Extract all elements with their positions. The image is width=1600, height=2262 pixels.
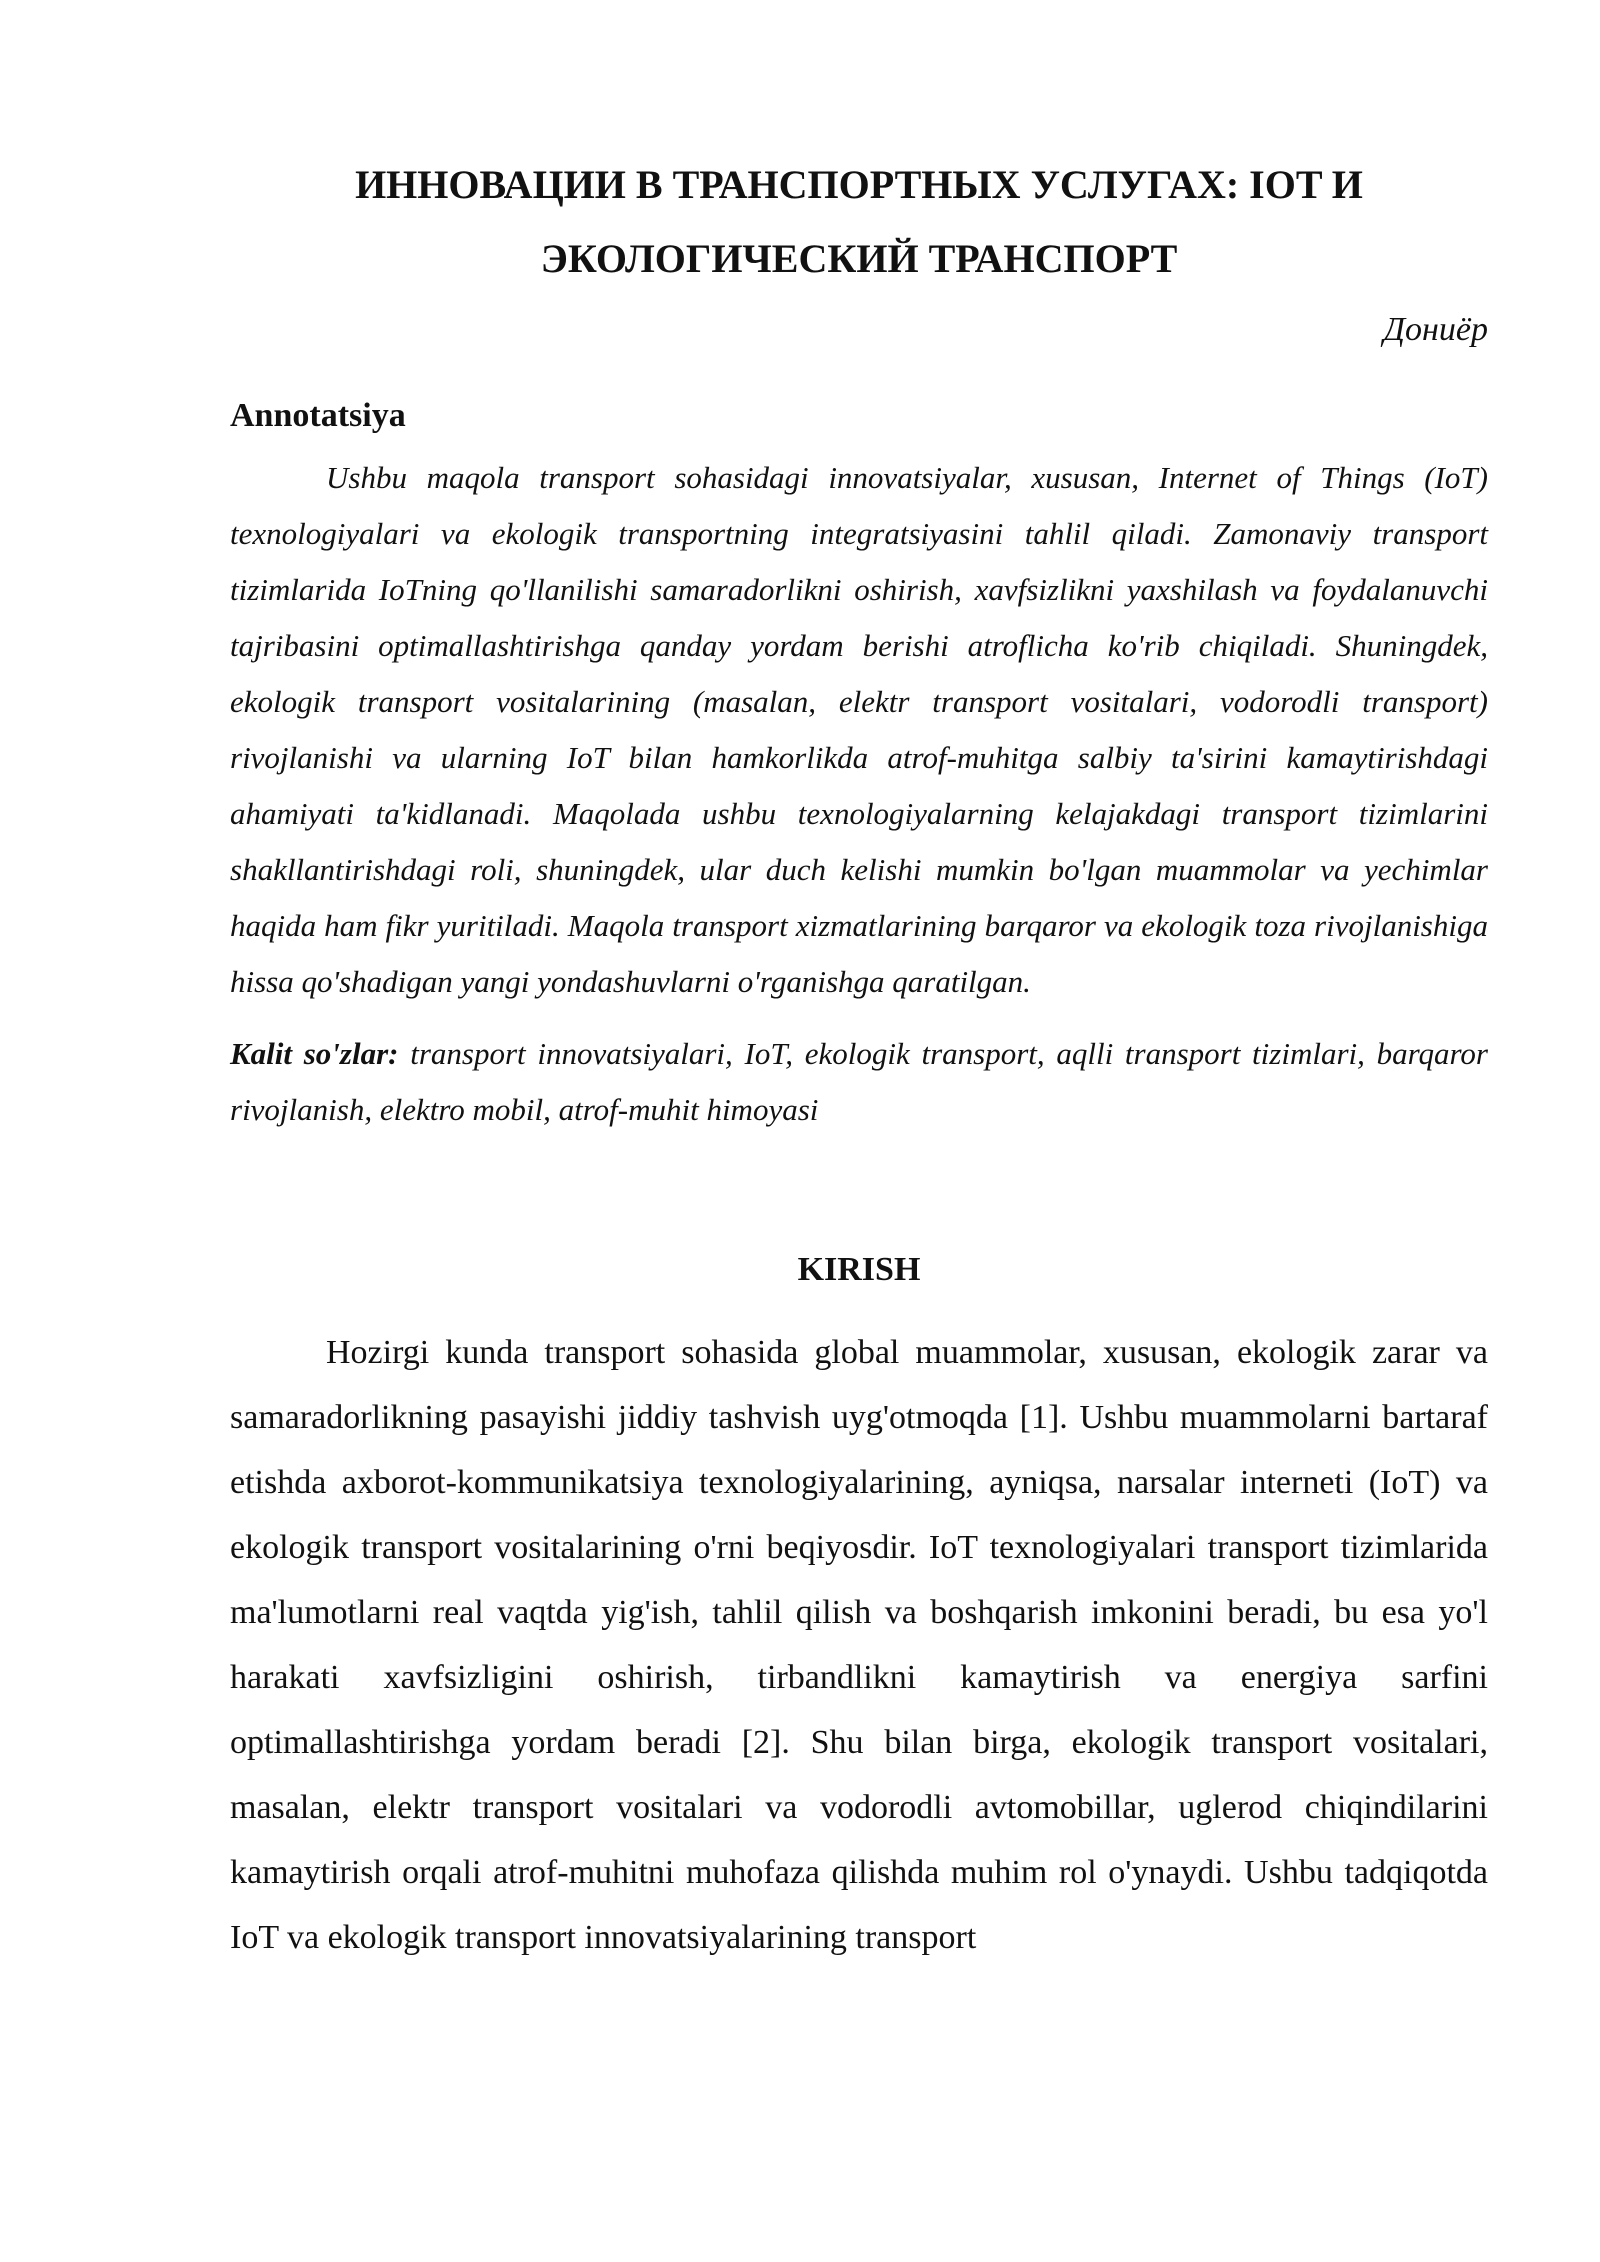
paper-title-line-1: ИННОВАЦИИ В ТРАНСПОРТНЫХ УСЛУГАХ: IOT И xyxy=(355,162,1363,207)
keywords-label: Kalit so'zlar: xyxy=(230,1036,399,1071)
keywords-paragraph xyxy=(230,1026,1488,1138)
annotation-heading: Annotatsiya xyxy=(230,397,406,434)
document-page xyxy=(230,0,1488,2262)
annotation-text: Ushbu maqola transport sohasidagi innovatsiyalar, xususan, Internet of Things (IoT) texnologiyalari va ekologik transportning integratsiyasini tahlil qiladi. Zamonaviy transport tizimlarida IoTning qo'llanilishi samaradorlikni oshirish, xavfsizlikni yaxshilash va foydalanuvchi tajribasini optimallashtirishga qanday yordam berishi atroflicha ko'rib chiqiladi. Shuningdek, ekologik transport vositalarining (masalan, elektr transport vositalari, vodorodli transport) rivojlanishi va ularning IoT bilan hamkorlikda atrof-muhitga salbiy ta'sirini kamaytirishdagi ahamiyati ta'kidlanadi. Maqolada ushbu texnologiyalarning kelajakdagi transport tizimlarini shakllantirishdagi roli, shuningdek, ular duch kelishi mumkin bo'lgan muammolar va yechimlar haqida ham fikr yuritiladi. Maqola transport xizmatlarining barqaror va ekologik toza rivojlanishiga hissa qo'shadigan yangi yondashuvlarni o'rganishga qaratilgan. xyxy=(230,460,1488,999)
intro-heading: KIRISH xyxy=(797,1251,921,1288)
paper-title-line-2: ЭКОЛОГИЧЕСКИЙ ТРАНСПОРТ xyxy=(540,236,1178,281)
keywords-text: transport innovatsiyalari, IoT, ekologik transport, aqlli transport tizimlari, barqaror rivojlanish, elektro mobil, atrof-muhit himoyasi xyxy=(230,1036,1488,1127)
intro-paragraph: Hozirgi kunda transport sohasida global muammolar, xususan, ekologik zarar va samaradorlikning pasayishi jiddiy tashvish uyg'otmoqda [1]. Ushbu muammolarni bartaraf etishda axborot-kommunikatsiya texnologiyalarining, ayniqsa, narsalar interneti (IoT) va ekologik transport vositalarining o'rni beqiyosdir. IoT texnologiyalari transport tizimlarida ma'lumotlarni real vaqtda yig'ish, tahlil qilish va boshqarish imkonini beradi, bu esa yo'l harakati xavfsizligini oshirish, tirbandlikni kamaytirish va energiya sarfini optimallashtirishga yordam beradi [2]. Shu bilan birga, ekologik transport vositalari, masalan, elektr transport vositalari va vodorodli avtomobillar, uglerod chiqindilarini kamaytirish orqali atrof-muhitni muhofaza qilishda muhim rol o'ynaydi. Ushbu tadqiqotda IoT va ekologik transport innovatsiyalarining transport xyxy=(230,1334,1488,1956)
author-name: Дониёр xyxy=(1383,311,1488,348)
paper-title xyxy=(230,148,1488,296)
